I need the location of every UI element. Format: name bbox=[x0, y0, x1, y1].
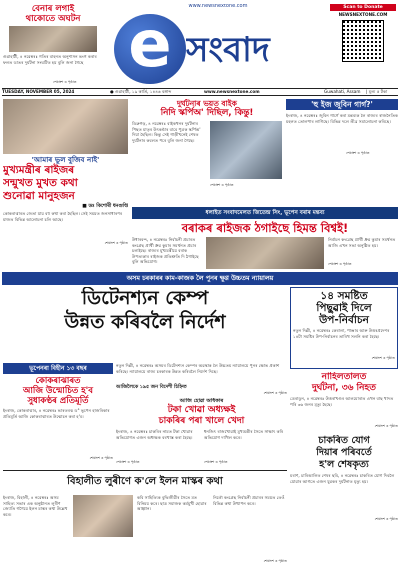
donate-label: Scan to Donate bbox=[330, 4, 396, 11]
kokrajhar-headline-2: আজি উন্মোচিত হ'ব bbox=[23, 386, 93, 396]
kokrajhar-headline-3: সুধাকণ্ঠৰ প্ৰতিমূৰ্তি bbox=[27, 396, 89, 406]
bottom-headline: বিহালীত লুৰীণে ক'লে ইলন মাস্কৰ কথা bbox=[67, 476, 223, 487]
barak-photo bbox=[206, 237, 324, 269]
bike-photo bbox=[210, 121, 282, 179]
dateline-issue: ● গুৱাহাটী, ১৯ কাৰ্তি, ১৪৪৬ বঙ্গাব্দ bbox=[110, 89, 172, 94]
news-strip-text: ধলাইত সংবাদমেলত জিতেন্দ্ৰ সিং, ভূপেন বৰাৰ মন্তব্য bbox=[205, 210, 325, 216]
top-left-body: গুৱাহাটী, ৪ নৱেম্বৰঃ গতিৰ বাহনত অনুশাসন ভংগ কৰাৰ ফলত ডাঙৰ দুৰ্ঘটনা সংঘটিত হয় বুলি জনা গৈছে bbox=[3, 54, 97, 65]
kokrajhar-body: ইংৰাজ, কোকৰাঝাৰ, ৪ নৱেম্বৰঃ ভাৰতৰত্ন ড° ভূপেন হাজৰিকাৰ প্ৰতিমূৰ্তি আজি কোকৰাঝাৰত উন্মোচন কৰা হ'ব। bbox=[3, 408, 110, 419]
detention-story bbox=[3, 287, 287, 362]
cm-story bbox=[3, 155, 128, 270]
tea-body-right: ধনজিৎ ৰাজখোৱাই মুখ্যমন্ত্ৰীৰ সৈতে সাক্ষাৎ কৰি অভিযোগ দাখিল কৰে। bbox=[204, 429, 284, 440]
chakri-headline-2: দিয়াৰ পৰিবৰ্তে bbox=[316, 447, 372, 458]
bottom-col-3: নিতৌ কংগ্ৰেছ নিৰ্বাচনী প্ৰচাৰৰ সময়ত তেওঁ বিভিন্ন কথা উত্থাপন কৰে। bbox=[213, 495, 285, 506]
chakri-body: মৰাণ, চাৰিআলিত শেষৰ ছবি, ৪ নৱেম্বৰঃ চাকৰিত যোগ দিবলৈ যোৱাৰ আগতে এজন যুৱকৰ দুৰ্ঘটনাত মৃত্যু হয়। bbox=[290, 473, 395, 484]
dateline-city: Guwahati, Assam bbox=[324, 89, 361, 94]
top-left-story bbox=[3, 4, 103, 86]
tea-headline-1: টকা খোৱা অধ্যক্ষই bbox=[167, 405, 236, 415]
bike-body: ডিব্ৰুগড়, ৪ নৱেম্বৰঃ বাইকখনৰ দুৰ্ঘটনাৰ পিছত মাতৃৰ উৎকণ্ঠাৰ বাবে পুত্ৰক স্কৰ্পিঅ' দিয়া হৈছিল। কিন্তু সেই গাড়ীখনেই শেষত দুৰ্ঘটনাৰ কবলত পৰে বুলি জনা গৈছে। bbox=[132, 121, 201, 143]
bottom-photo bbox=[73, 495, 133, 537]
dateline-bar bbox=[2, 88, 398, 96]
bypoll-more: শেষাংশ ৩ পৃষ্ঠাত bbox=[371, 356, 395, 360]
chakri-headline-3: হ'ল শেষকৃত্য bbox=[319, 459, 369, 470]
bypoll-headline-3: উপ-নিৰ্বাচন bbox=[319, 314, 369, 326]
zubeen-title: 'হু ইজ জুবিন গাৰ্গ?' bbox=[286, 99, 398, 110]
bhupen-tag bbox=[3, 363, 113, 374]
barak-headline: বৰাকৰ ৰাইজক ঠগাইছে হিমন্ত বিশ্বই! bbox=[181, 221, 349, 235]
zubeen-story bbox=[286, 99, 398, 159]
accident-headline-1: নাহিলতালত bbox=[321, 372, 367, 382]
chakri-story bbox=[290, 435, 398, 527]
masthead-logo bbox=[108, 2, 328, 86]
top-left-photo bbox=[9, 26, 97, 52]
bike-story bbox=[132, 99, 282, 205]
donate-qr-code[interactable] bbox=[342, 20, 384, 62]
detention-body: নতুন দিল্লী, ৪ নৱেম্বৰঃ অসমৰ ডিটেনশ্যন কেম্পৰ অৱস্থাক লৈ উচ্চতম ন্যায়ালয়ে পুনৰ ক্ষোভ প্ৰকাশ কৰিছে। ন্যায়ালয়ে ৰাজ্য চৰকাৰক উন্নত কৰিবলৈ নিৰ্দেশ দিছে। bbox=[116, 363, 280, 374]
logo-word: সংবাদ bbox=[186, 30, 270, 70]
detention-line-2: উন্নত কৰিবলৈ নিৰ্দেশ bbox=[64, 311, 226, 333]
masthead-website[interactable]: www.newsnextone.com bbox=[188, 4, 248, 9]
cm-headline-4: শুনোৱা মানুহজন bbox=[3, 190, 75, 202]
cm-headline-2: মুখ্যমন্ত্ৰীৰ ৰাইজৰ bbox=[3, 164, 75, 176]
detention-emph: আজিলৈকে ১৯৫ জন বিদেশী চিহ্নিত bbox=[116, 385, 187, 390]
kokrajhar-more: শেষাংশ ৩ পৃষ্ঠাত bbox=[89, 456, 113, 460]
kokrajhar-story bbox=[3, 376, 113, 468]
zubeen-body: ইংৰাজ, ৪ নৱেম্বৰঃ জুবিন গাৰ্গে কৰা মন্তব্যক লৈ ৰাজ্যৰ ৰাজনৈতিক মহলত তোলপাৰ লাগিছে। বিভিন্ন দলে তীব্ৰ সমালোচনা কৰিছে। bbox=[286, 113, 398, 124]
top-left-title-2: থাকোতে অঘটন bbox=[25, 14, 81, 24]
bike-headline: নিদি স্কৰ্পিঅ' দিছিল, কিন্তু! bbox=[160, 108, 254, 118]
tea-more: শেষাংশ ৩ পৃষ্ঠাত bbox=[116, 460, 140, 464]
accident-more: শেষাংশ ৩ পৃষ্ঠাত bbox=[374, 424, 398, 428]
dateline-price: | মূল্য ৫ টকা bbox=[366, 89, 388, 94]
barak-story bbox=[132, 221, 398, 271]
dateline-date: TUESDAY, NOVEMBER 05, 2024 bbox=[2, 89, 75, 94]
bottom-story bbox=[3, 470, 287, 570]
tea-more-right: শেষাংশ ৩ পৃষ্ঠাত bbox=[204, 460, 228, 464]
bhupen-tag-text: ভূপেনৰা বিহীন ১৩ বছৰ bbox=[29, 365, 87, 372]
bottom-col-1: ইংৰাজ, বিহালী, ৪ নৱেম্বৰঃ অসম সাহিত্য সভাৰ এক অনুষ্ঠানত লুৰীণ জ্যোতি গগৈয়ে ইলন মাস্কৰ কথা উল্লেখ কৰে। bbox=[3, 495, 68, 517]
bottom-col-2: কবি সাহিত্যিক বুদ্ধিজীৱীৰ সৈতে মত বিনিময় কৰে। ছাত্ৰ সমাজক কৰ্মমুখী হোৱাৰ আহ্বান। bbox=[137, 495, 207, 512]
detention-line-1: ডিটেনশ্যন কেম্প bbox=[81, 287, 209, 309]
court-banner bbox=[2, 272, 398, 285]
zubeen-more: শেষাংশ ৩ পৃষ্ঠাত bbox=[346, 151, 370, 155]
bypoll-headline-1: ১৪ সমষ্টিত bbox=[320, 290, 368, 302]
cm-photo bbox=[3, 99, 128, 154]
barak-body-right: নিৰ্বাচন কংগ্ৰেছ প্ৰাৰ্থী ধ্ৰুৱ কুমাৰ সমৰ্থনত আজি এখন সভা অনুষ্ঠিত হয়। bbox=[328, 237, 396, 248]
tea-body: ইংৰাজ, ৪ নৱেম্বৰঃ চাকৰিৰ নামত টকা খোৱাৰ অভিযোগত এজন অধ্যক্ষক বৰখাস্ত কৰা হৈছে। bbox=[116, 429, 193, 440]
accident-headline-2: দুৰ্ঘটনা, ৩৬ নিহত bbox=[312, 383, 376, 393]
cm-more: শেষাংশ ৩ পৃষ্ঠাত bbox=[104, 241, 128, 245]
bike-more: শেষাংশ ৩ পৃষ্ঠাত bbox=[210, 183, 234, 187]
accident-story bbox=[290, 372, 398, 434]
barak-body: উধাৰবন্দ, ৪ নৱেম্বৰঃ নিৰ্বাচনী প্ৰচাৰত কংগ্ৰেছ প্ৰাৰ্থী ধ্ৰুৱ কুমাৰ সমৰ্থনত প্ৰচাৰ চলাইছে। ৰাজ্যৰ মুখ্যমন্ত্ৰীয়ে বৰাক উপত্যকাৰ ৰাইজক প্ৰতিশ্ৰুতি দি ঠগাইছে বুলি অভিযোগ। bbox=[132, 237, 199, 265]
cm-author: ■ ডঃ কিশোৰী ধনগুপ্তি bbox=[82, 204, 128, 209]
detention-text bbox=[116, 363, 287, 397]
bypoll-headline-2: পিছুৱাই দিলে bbox=[316, 302, 372, 314]
tea-story bbox=[116, 398, 287, 468]
news-strip bbox=[132, 207, 398, 219]
chakri-headline-1: চাকৰিত যোগ bbox=[318, 435, 370, 446]
donate-site: NEWSNEXTONE.COM bbox=[338, 12, 388, 17]
accident-body: ডেৰাডুন, ৪ নৱেম্বৰঃ উত্তৰাখণ্ডৰ আলমোৰাত এখন বাছ খাদত পৰি ৩৬ জনৰ মৃত্যু হৈছে। bbox=[290, 396, 394, 407]
cm-body: কোকৰাঝাৰত জেতা যায় বহু কথা কৰা হৈছিল। সেই সময়ত জনসাধাৰণৰ মাজত বিভিন্ন আলোচনা চলি আছে। bbox=[3, 211, 123, 222]
logo-e-letter: e bbox=[128, 8, 172, 82]
dateline-url[interactable]: www.newsnextone.com bbox=[204, 89, 260, 94]
bypoll-body: নতুন দিল্লী, ৪ নৱেম্বৰঃ কেৰালা, পাঞ্জাব আৰু উত্তৰপ্ৰদেশৰ ১৪টা সমষ্টিৰ উপ-নিৰ্বাচনৰ তাৰিখ সলনি কৰা হৈছে। bbox=[293, 328, 390, 339]
bike-kicker: দুৰ্ঘটনাৰ ভয়ত বাইক bbox=[177, 99, 237, 108]
kokrajhar-headline-1: কোকৰাঝাৰত bbox=[35, 376, 81, 386]
tea-headline-2: চাকৰিৰ পৰা খালে খেদা bbox=[158, 416, 245, 426]
top-left-more: শেষাংশ ৩ পৃষ্ঠাত bbox=[53, 80, 77, 84]
court-banner-text: অসম চৰকাৰৰ কাম-কাজক লৈ পুনৰ ক্ষুণ্ণ উচ্চতম ন্যায়ালয় bbox=[126, 274, 274, 282]
cm-headline-1: 'আমাৰ ভুল বুজিব নাই' bbox=[31, 155, 100, 164]
bypoll-story bbox=[290, 287, 398, 369]
barak-more: শেষাংশ ৩ পৃষ্ঠাত bbox=[328, 262, 352, 266]
top-left-title-1: বেনাৰ লগাই bbox=[31, 4, 75, 14]
cm-headline-3: সন্মুখত মুখত কথা bbox=[3, 177, 78, 189]
tea-kicker: আজি হোৱা অধিকাৰ bbox=[179, 398, 224, 404]
chakri-more: শেষাংশ ৩ পৃষ্ঠাত bbox=[374, 517, 398, 521]
detention-more: শেষাংশ ৩ পৃষ্ঠাত bbox=[263, 391, 287, 395]
donate-box[interactable] bbox=[330, 4, 396, 86]
bottom-more: শেষাংশ ৩ পৃষ্ঠাত bbox=[263, 559, 287, 563]
